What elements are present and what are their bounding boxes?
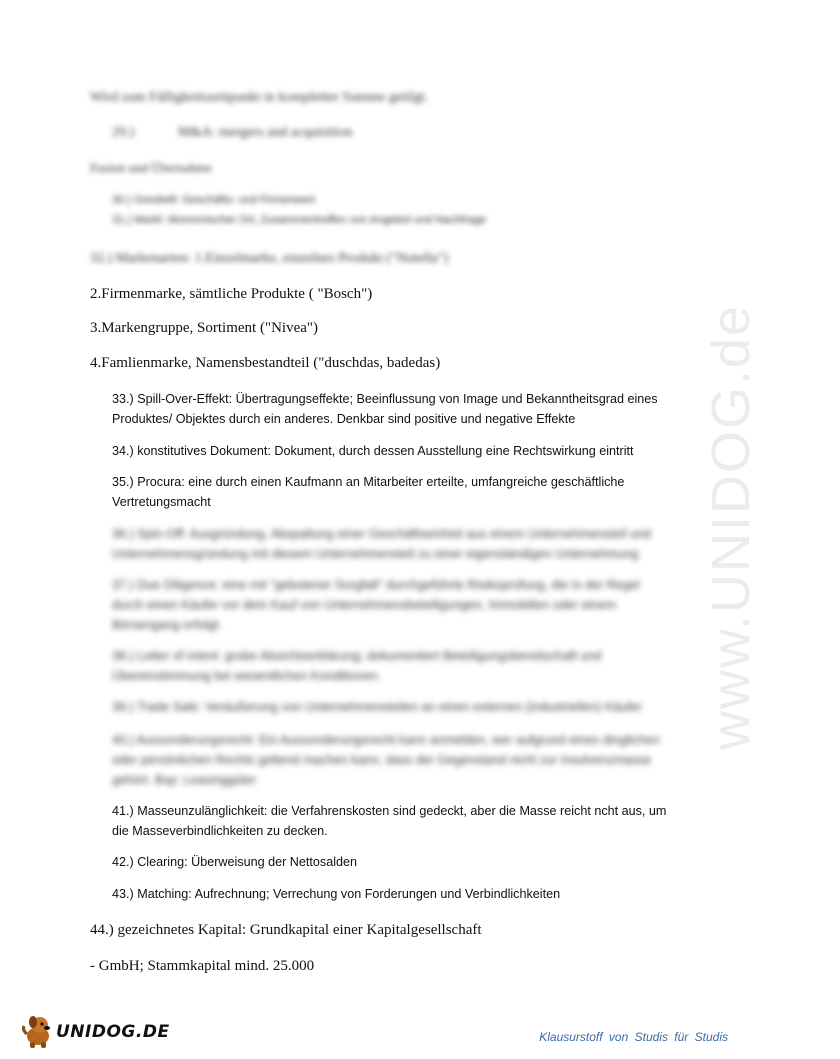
- item-41: 41.) Masseunzulänglichkeit: die Verfahrenskosten sind gedeckt, aber die Masse reicht ncht aus, um die Masseverbindlichkeiten zu decken.: [112, 804, 667, 838]
- blurred-item-39: 39.) Trade Sale: Veräußerung von Unternehmensteilen an einen externen (industriellen) Käufer: [112, 700, 642, 714]
- blurred-item-37: 37.) Due Diligence: eine mit "gebotener Sorgfalt" durchgeführte Risikoprüfung, die in der Regel durch einen Käufer vor dem Kauf von Unternehmensbeteiligungen, Immobilien oder einem Börsengang erfolgt.: [112, 578, 640, 632]
- watermark-text: www.UNIDOG.de: [701, 303, 761, 750]
- blurred-item-36: 36.) Spin-Off: Ausgründung, Abspaltung einer Geschäftseinheit aus einem Unternehmensteil und Unternehmensgründung mit diesem Unternehmensteil zu einer eigenständigen Unternehmung: [112, 527, 651, 561]
- blurred-item-30: 30.) Goodwill: Geschäfts- und Firmenwert: [112, 194, 315, 206]
- item-33: 33.) Spill-Over-Effekt: Übertragungseffekte; Beeinflussung von Image und Bekanntheitsgrad eines Produktes/ Objektes durch ein anderes. Denkbar sind positive und negative Effekte: [112, 392, 658, 426]
- blurred-item-40: 40.) Aussonderungsrecht: Ein Aussonderungsrecht kann anmelden, wer aufgrund eines dinglichen oder persönlichen Rechts geltend machen kann, dass der Gegenstand nicht zur Insolvenzmasse gehört. Bsp: Leasinggüter: [112, 733, 660, 787]
- blurred-line-1: Wird zum Fälligkeitszeitpunkt in kompletter Summe getilgt.: [90, 90, 429, 105]
- blurred-item-29-number: 29.): [112, 125, 135, 140]
- unidog-logo[interactable]: [20, 1014, 170, 1050]
- blurred-item-32: 32.) Markenarten: 1.Einzelmarke, einzelnes Produkt ("Nutella"): [90, 251, 449, 266]
- dog-logo-icon: [20, 1014, 60, 1050]
- blurred-heading: Fusion und Übernahme: [90, 160, 213, 175]
- blurred-item-31: 31.) Markt: ökonomischer Ort, Zusammentreffen von Angebot und Nachfrage: [112, 214, 486, 226]
- blurred-item-38: 38.) Letter of intent: grobe Absichtserklärung; dokumentiert Beteiligungsbereitschaft und Übereinstimmung bei wesentlichen Konditionen.: [112, 649, 602, 683]
- item-44: 44.) gezeichnetes Kapital: Grundkapital einer Kapitalgesellschaft: [90, 922, 482, 938]
- gmbh-line: - GmbH; Stammkapital mind. 25.000: [90, 958, 315, 974]
- item-42: 42.) Clearing: Überweisung der Nettosalden: [112, 855, 358, 869]
- serif-list-item-2: 3.Markengruppe, Sortiment ("Nivea"): [90, 320, 319, 336]
- footer-tagline: Klausurstoff von Studis für Studis: [539, 1030, 728, 1044]
- blurred-item-29-text: M&A: mergers and acquisition: [178, 125, 353, 140]
- item-43: 43.) Matching: Aufrechnung; Verrechung von Forderungen und Verbindlichkeiten: [112, 887, 561, 901]
- serif-list-item-3: 4.Famlienmarke, Namensbestandteil ("duschdas, badedas): [90, 355, 441, 371]
- serif-list-item-1: 2.Firmenmarke, sämtliche Produkte ( "Bosch"): [90, 286, 373, 302]
- item-35: 35.) Procura: eine durch einen Kaufmann an Mitarbeiter erteilte, umfangreiche geschäftliche Vertretungsmacht: [112, 475, 625, 509]
- item-34: 34.) konstitutives Dokument: Dokument, durch dessen Ausstellung eine Rechtswirkung eintritt: [112, 444, 634, 458]
- logo-text: UNIDOG.DE: [56, 1022, 170, 1042]
